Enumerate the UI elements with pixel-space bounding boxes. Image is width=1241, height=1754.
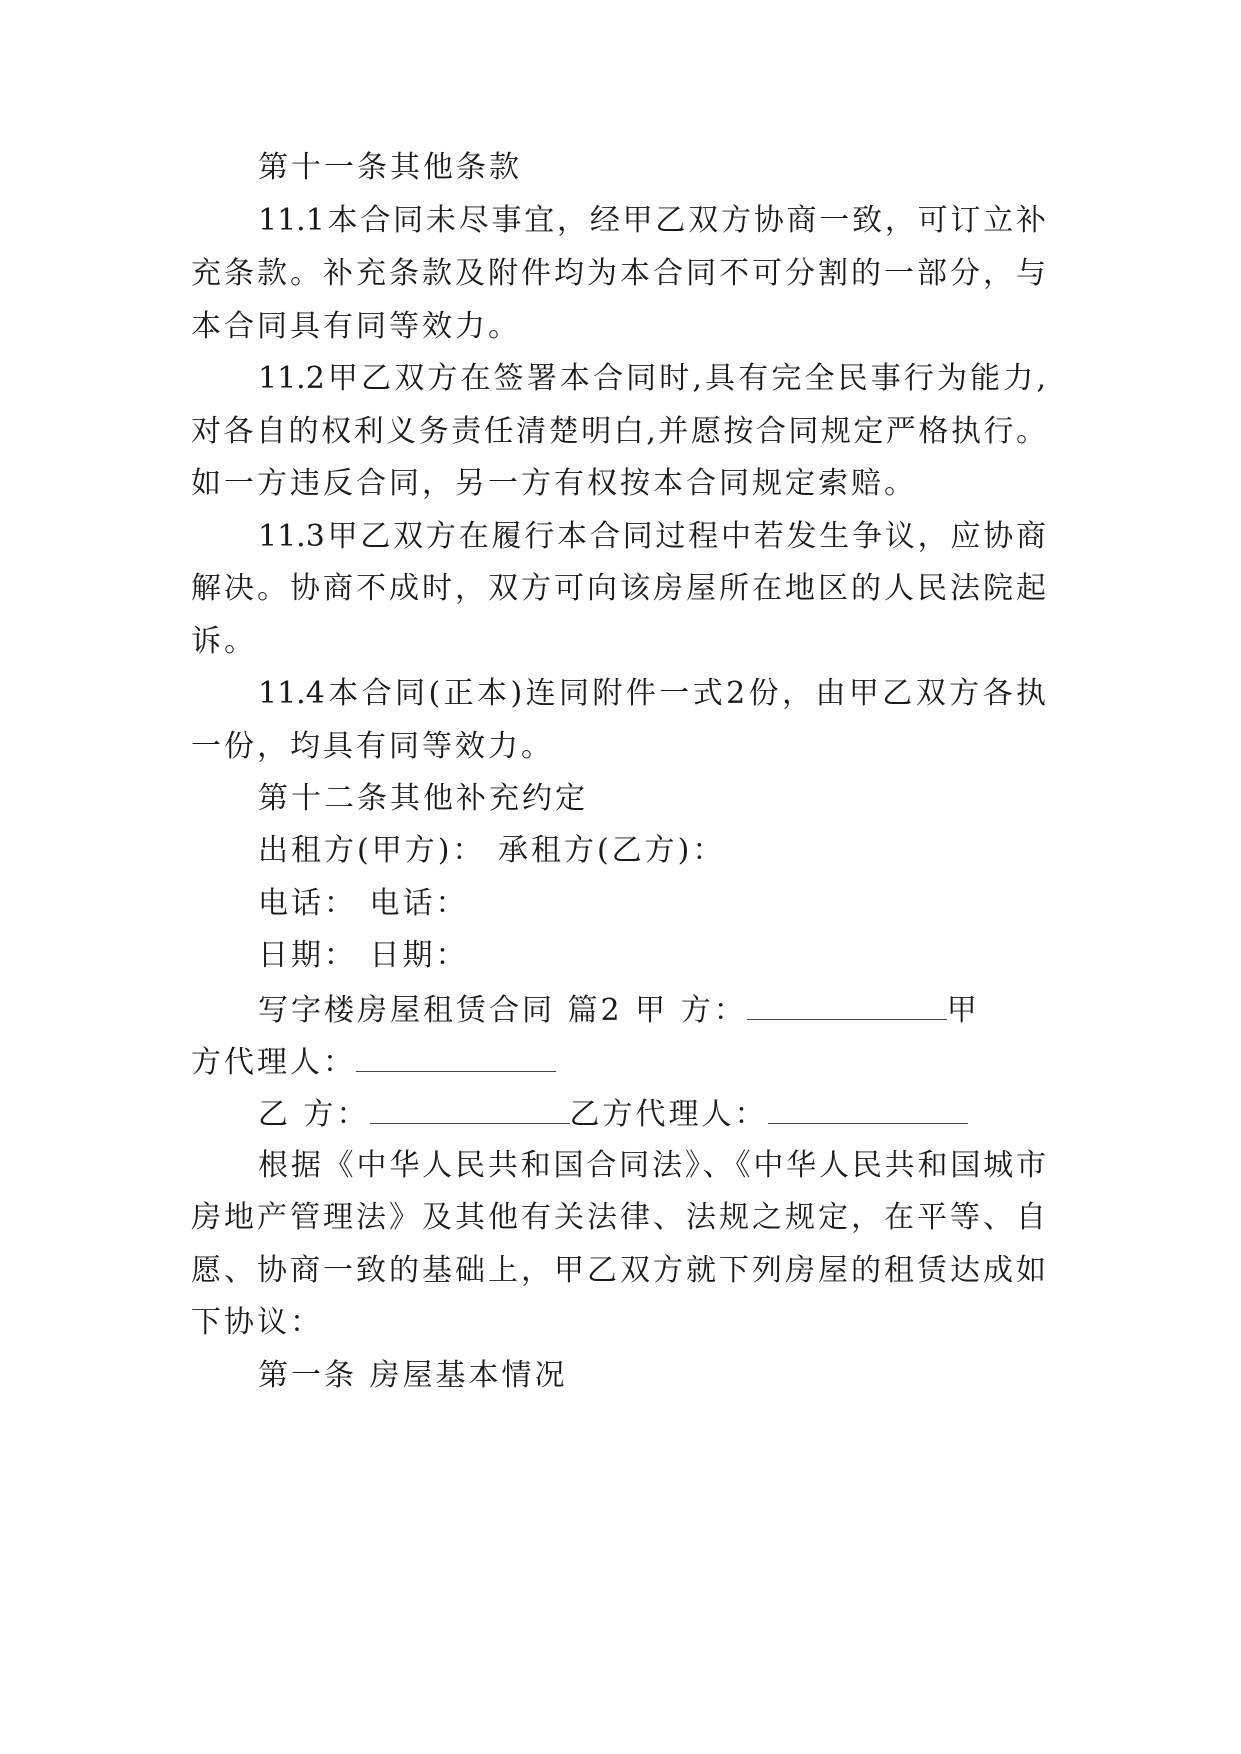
signature-phone: 电话： 电话： (258, 886, 469, 921)
contract-2-title-party-a-label: 写字楼房屋租赁合同 篇2 甲 方： (258, 993, 747, 1028)
clause-11-4-line-1: 11.4本合同(正本)连同附件一式2份，由甲乙双方各执 (258, 676, 1046, 711)
article-1-heading: 第一条 房屋基本情况 (258, 1358, 568, 1393)
clause-11-1-line-1: 11.1本合同未尽事宜，经甲乙双方协商一致，可订立补 (258, 203, 1046, 238)
preamble-line-1: 根据《中华人民共和国合同法》、《中华人民共和国城市 (258, 1148, 1046, 1183)
clause-11-3-line-1: 11.3甲乙双方在履行本合同过程中若发生争议，应协商 (258, 519, 1046, 554)
clause-11-1-line-3: 本合同具有同等效力。 (191, 309, 521, 344)
party-a-agent-blank (356, 1041, 556, 1072)
party-b-label: 乙 方： (258, 1097, 370, 1132)
clause-11-3-line-3: 诉。 (191, 624, 257, 659)
signature-parties: 出租方(甲方)： 承租方(乙方)： (258, 833, 726, 868)
clause-11-3-line-2: 解决。协商不成时，双方可向该房屋所在地区的人民法院起 (191, 571, 1046, 606)
clause-11-4-line-2: 一份，均具有同等效力。 (191, 729, 554, 764)
party-a-agent-label-start: 甲 (946, 993, 980, 1028)
party-a-agent-line (191, 1041, 556, 1083)
clause-11-2-line-2: 对各自的权利义务责任清楚明白,并愿按合同规定严格执行。 (191, 414, 1046, 449)
preamble-line-3: 愿、协商一致的基础上，甲乙双方就下列房屋的租赁达成如 (191, 1253, 1046, 1288)
clause-11-2-line-1: 11.2甲乙双方在签署本合同时,具有完全民事行为能力, (258, 361, 1046, 396)
party-b-blank (370, 1093, 570, 1124)
party-a-agent-label: 方代理人： (191, 1045, 356, 1080)
party-b-line (258, 1093, 968, 1135)
preamble-line-4: 下协议： (191, 1305, 323, 1340)
clause-11-1-line-2: 充条款。补充条款及附件均为本合同不可分割的一部分，与 (191, 256, 1046, 291)
article-12-heading: 第十二条其他补充约定 (258, 781, 588, 816)
party-b-agent-label: 乙方代理人： (569, 1097, 768, 1132)
contract-2-party-a-line (258, 989, 980, 1031)
preamble-line-2: 房地产管理法》及其他有关法律、法规之规定，在平等、自 (191, 1200, 1046, 1235)
party-b-agent-blank (768, 1093, 968, 1124)
clause-11-2-line-3: 如一方违反合同，另一方有权按本合同规定索赔。 (191, 466, 917, 501)
signature-date: 日期： 日期： (258, 938, 469, 973)
article-11-heading: 第十一条其他条款 (258, 150, 522, 185)
party-a-blank (747, 989, 947, 1020)
